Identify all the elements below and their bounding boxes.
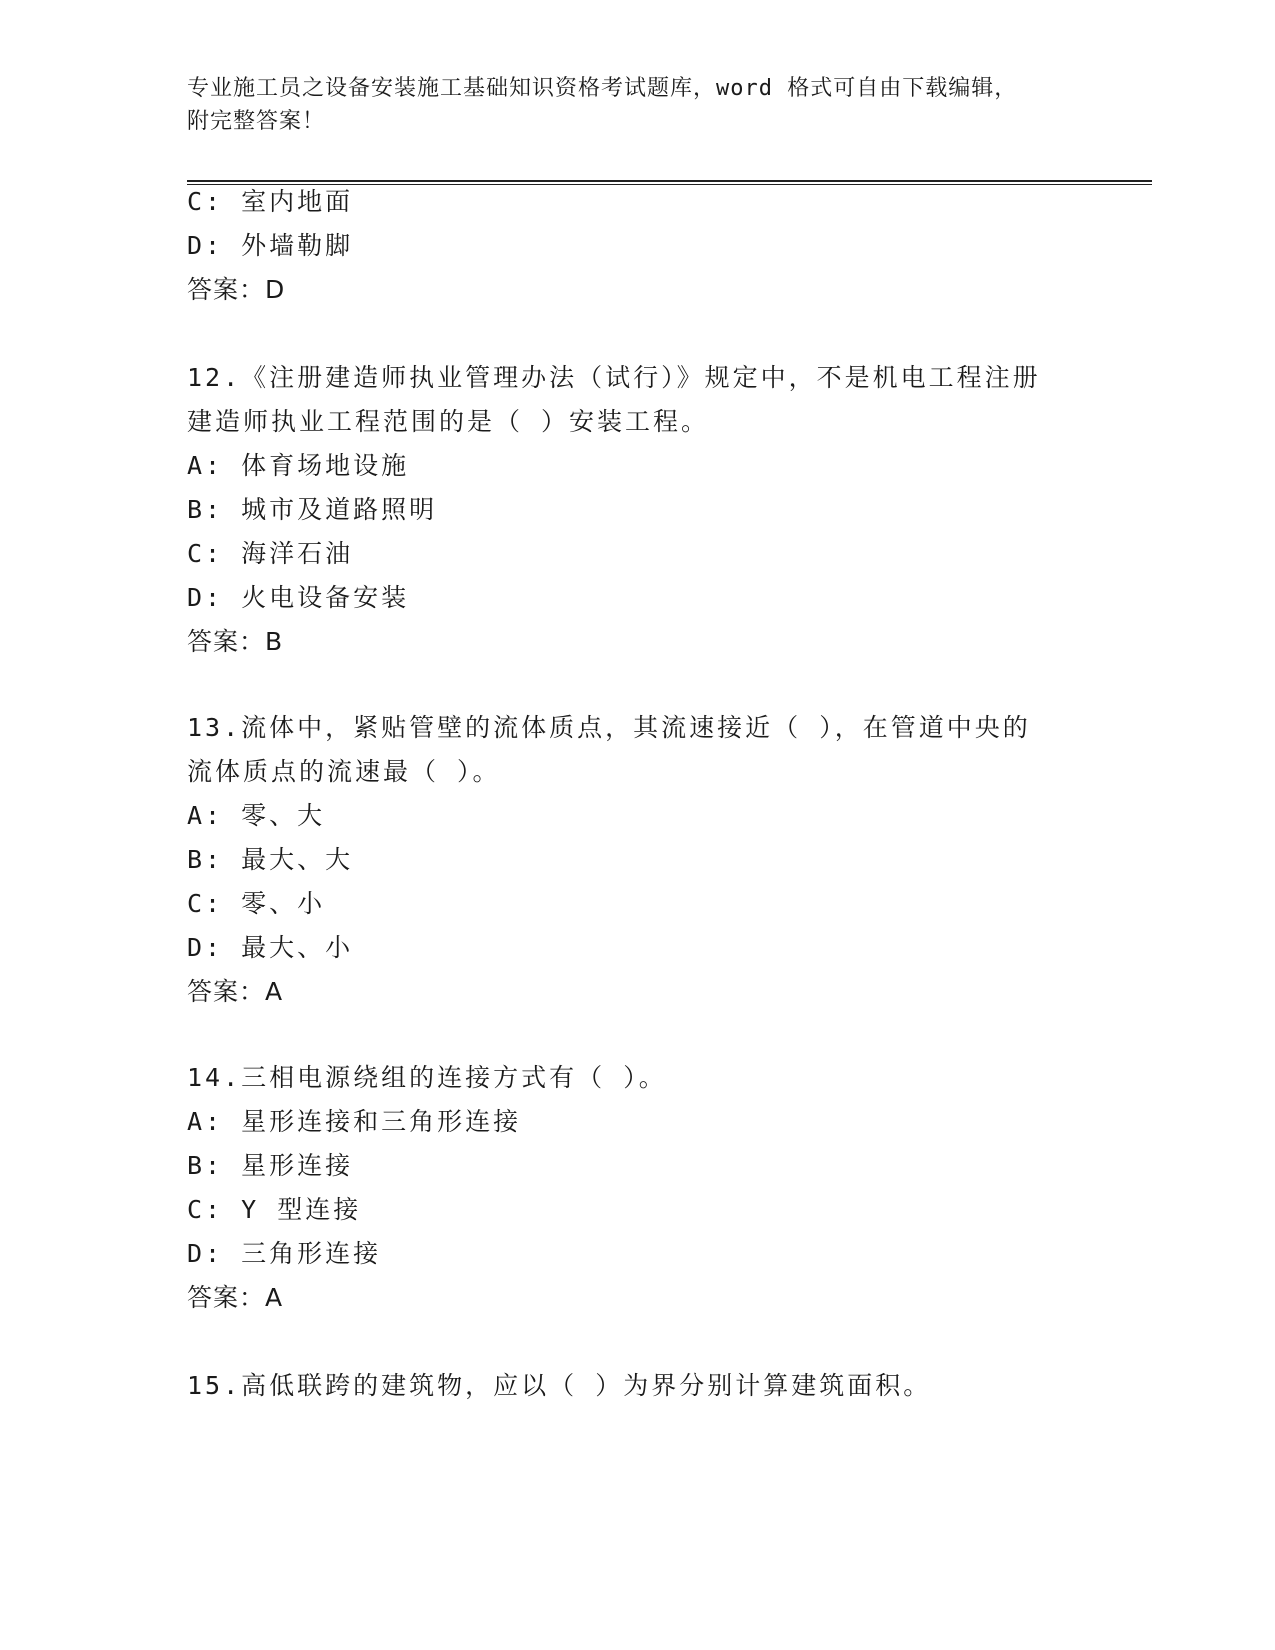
q12-question-line-1: 12.《注册建造师执业管理办法（试行）》规定中，不是机电工程注册 [187, 363, 1041, 392]
q12-option-a: A: 体育场地设施 [187, 451, 410, 480]
q14-option-c: C: Y 型连接 [187, 1195, 362, 1224]
q12-option-d: D: 火电设备安装 [187, 583, 410, 612]
q13-question-line-1: 13.流体中，紧贴管壁的流体质点，其流速接近（ ），在管道中央的 [187, 713, 1031, 742]
q14-option-a: A: 星形连接和三角形连接 [187, 1107, 522, 1136]
q14-option-d: D: 三角形连接 [187, 1239, 382, 1268]
q12-option-c: C: 海洋石油 [187, 539, 354, 568]
q13-option-d: D: 最大、小 [187, 933, 354, 962]
header-line-2: 附完整答案！ [187, 109, 326, 134]
header-line-1: 专业施工员之设备安装施工基础知识资格考试题库，word 格式可自由下载编辑， [187, 76, 1018, 101]
q14-answer: 答案：A [187, 1283, 284, 1312]
q11-option-c: C: 室内地面 [187, 187, 354, 216]
q15-question-line-1: 15.高低联跨的建筑物，应以（ ）为界分别计算建筑面积。 [187, 1371, 932, 1400]
q13-option-a: A: 零、大 [187, 801, 326, 830]
q13-option-b: B: 最大、大 [187, 845, 354, 874]
q13-answer: 答案：A [187, 977, 284, 1006]
q13-question-line-2: 流体质点的流速最（ ）。 [187, 757, 501, 786]
q11-option-d: D: 外墙勒脚 [187, 231, 354, 260]
q12-option-b: B: 城市及道路照明 [187, 495, 438, 524]
q14-question-line-1: 14.三相电源绕组的连接方式有（ ）。 [187, 1063, 667, 1092]
q14-option-b: B: 星形连接 [187, 1151, 354, 1180]
q12-question-line-2: 建造师执业工程范围的是（ ）安装工程。 [187, 407, 710, 436]
page-header [187, 72, 1087, 138]
q13-option-c: C: 零、小 [187, 889, 326, 918]
q12-answer: 答案：B [187, 627, 284, 656]
q11-answer: 答案：D [187, 275, 286, 304]
header-divider [187, 180, 1152, 185]
